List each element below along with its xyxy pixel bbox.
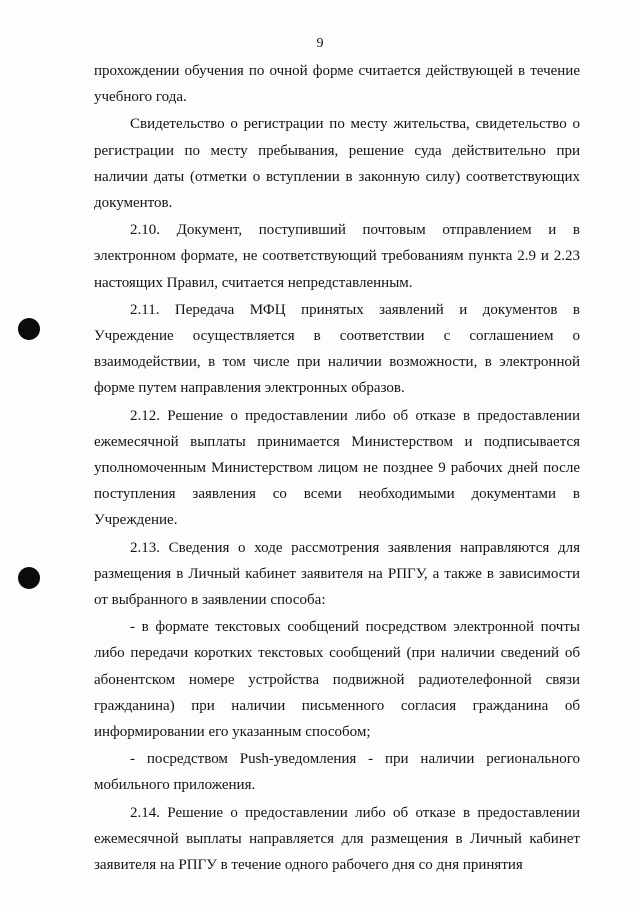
page-number: 9: [316, 36, 324, 51]
paragraph-2-12: 2.12. Решение о предоставлении либо об отказе в предоставлении ежемесячной выплаты принимается Министерством и подписывается уполномоченным Министерством лицом не позднее 9 рабочих дней после поступления заявления со всеми необходимыми документами в Учреждение.: [94, 407, 580, 529]
paragraph-2-13-push: - посредством Push-уведомления - при наличии регионального мобильного приложения.: [94, 751, 580, 794]
paragraph-2-11: 2.11. Передача МФЦ принятых заявлений и документов в Учреждение осуществляется в соответствии с соглашением о взаимодействии, в том числе при наличии возможности, в электронной форме путем направления электронных образов.: [94, 301, 580, 397]
paragraph-2-10: 2.10. Документ, поступивший почтовым отправлением и в электронном формате, не соответствующий требованиям пункта 2.9 и 2.23 настоящих Правил, считается непредставленным.: [94, 222, 580, 291]
punch-hole-mark: [18, 567, 40, 589]
paragraph-continuation: прохождении обучения по очной форме считается действующей в течение учебного года.: [94, 63, 580, 106]
document-body: [94, 58, 580, 878]
paragraph-2-13: 2.13. Сведения о ходе рассмотрения заявления направляются для размещения в Личный кабинет заявителя на РПГУ, а также в зависимости от выбранного в заявлении способа:: [94, 539, 580, 609]
punch-hole-mark: [18, 318, 40, 340]
paragraph-2-14: 2.14. Решение о предоставлении либо об отказе в предоставлении ежемесячной выплаты направляется для размещения в Личный кабинет заявителя на РПГУ в течение одного рабочего дня со дня принятия: [94, 804, 580, 874]
paragraph-registration-certificates: Свидетельство о регистрации по месту жительства, свидетельство о регистрации по месту пребывания, решение суда действительно при наличии даты (отметки о вступлении в законную силу) соответствующих документов.: [94, 116, 580, 212]
paragraph-2-13-text-messages: - в формате текстовых сообщений посредством электронной почты либо передачи коротких текстовых сообщений (при наличии сведений об абонентском номере устройства подвижной радиотелефонной связи гражданина) при наличии письменного согласия гражданина об информировании его указанным способом;: [94, 619, 580, 741]
